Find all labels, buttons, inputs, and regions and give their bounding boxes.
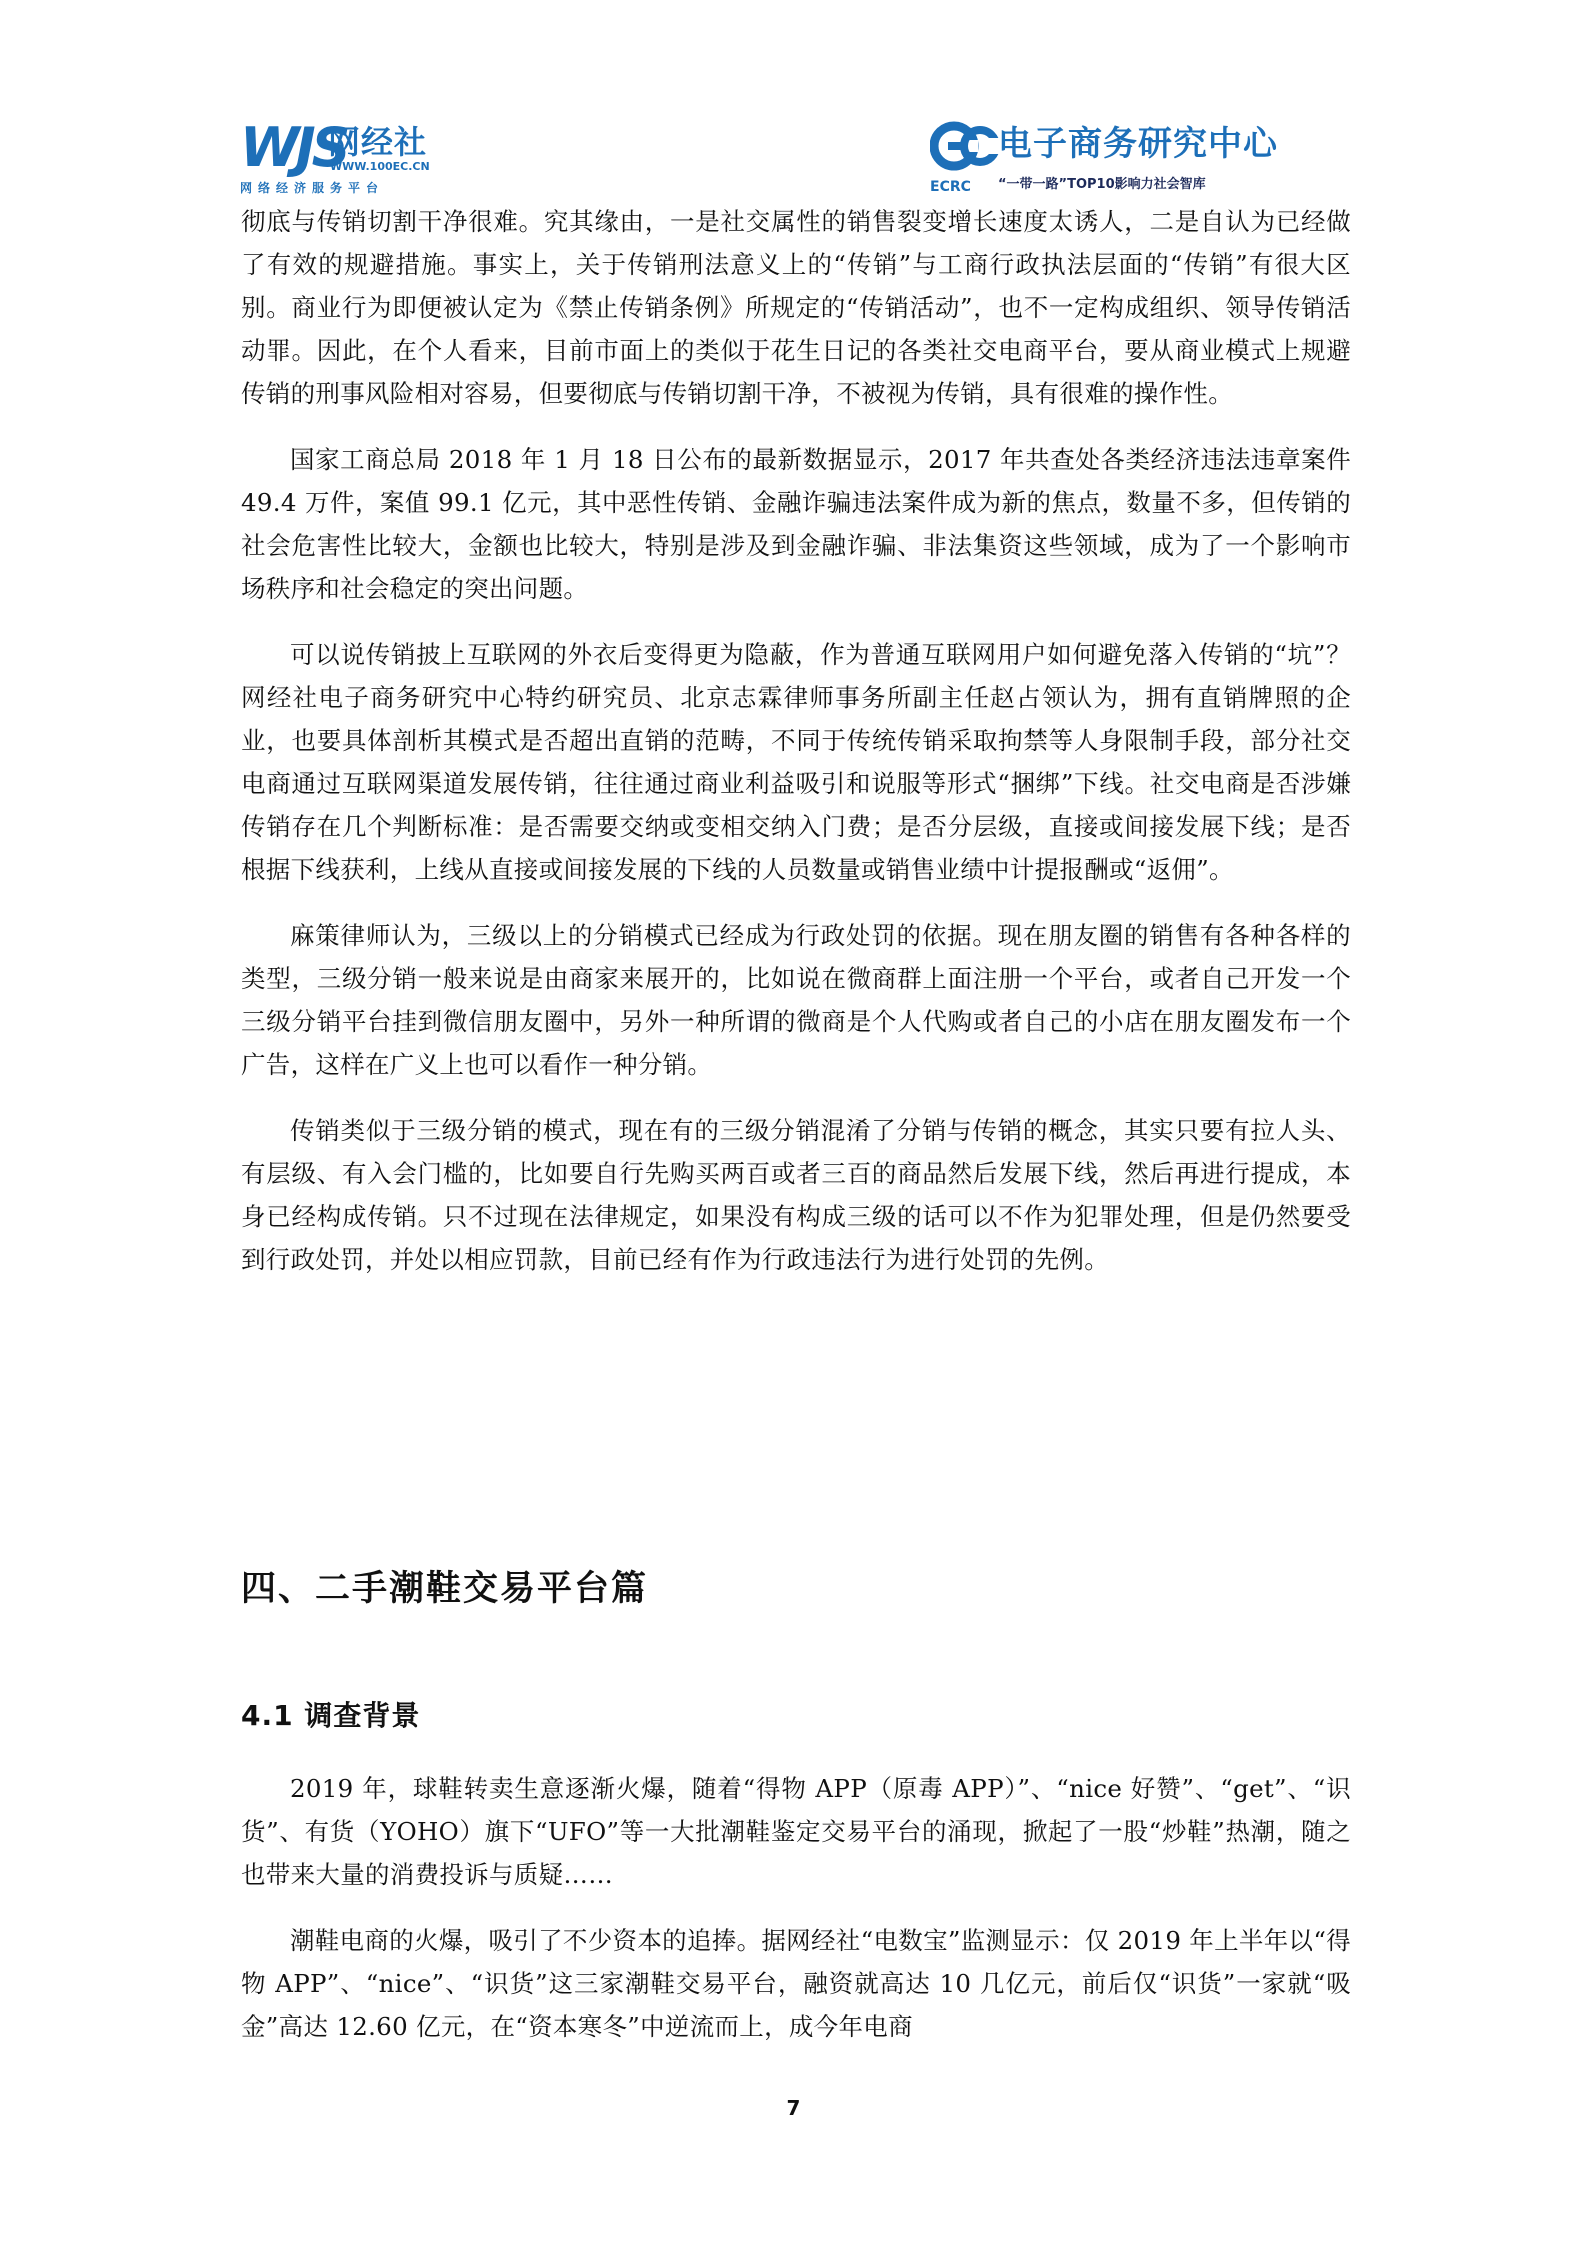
paragraph: 可以说传销披上互联网的外衣后变得更为隐蔽，作为普通互联网用户如何避免落入传销的“坑”？网经社电子商务研究中心特约研究员、北京志霖律师事务所副主任赵占领认为，拥有直销牌照的企业，也要具体剖析其模式是否超出直销的范畴，不同于传统传销采取拘禁等人身限制手段，部分社交电商通过互联网渠道发展传销，往往通过商业利益吸引和说服等形式“捆绑”下线。社交电商是否涉嫌传销存在几个判断标准：是否需要交纳或变相交纳入门费；是否分层级，直接或间接发展下线；是否根据下线获利，上线从直接或间接发展的下线的人员数量或销售业绩中计提报酬或“返佣”。 (241, 640, 1351, 884)
ecrc-logo-abbr: ECRC (930, 179, 971, 195)
ecrc-logo (930, 118, 1350, 198)
body-text (241, 200, 1351, 1304)
ecrc-logo-name: 电子商务研究中心 (998, 124, 1278, 164)
wjs-logo (240, 118, 540, 198)
wjs-logo-url: WWW.100EC.CN (330, 160, 430, 173)
section-body-text (241, 1767, 1351, 2071)
wjs-logo-slogan: 网络经济服务平台 (240, 181, 385, 195)
subsection-heading: 4.1 调查背景 (241, 1699, 421, 1732)
paragraph: 国家工商总局 2018 年 1 月 18 日公布的最新数据显示，2017 年共查处各类经济违法违章案件 49.4 万件，案值 99.1 亿元，其中恶性传销、金融诈骗违法案件成为新的焦点，数量不多，但传销的社会危害性比较大，金额也比较大，特别是涉及到金融诈骗、非法集资这些领域，成为了一个影响市场秩序和社会稳定的突出问题。 (241, 445, 1351, 603)
paragraph: 麻策律师认为，三级以上的分销模式已经成为行政处罚的依据。现在朋友圈的销售有各种各样的类型，三级分销一般来说是由商家来展开的，比如说在微商群上面注册一个平台，或者自己开发一个三级分销平台挂到微信朋友圈中，另外一种所谓的微商是个人代购或者自己的小店在朋友圈发布一个广告，这样在广义上也可以看作一种分销。 (241, 921, 1351, 1079)
wjs-logo-name: 网经社 (328, 123, 428, 161)
paragraph: 传销类似于三级分销的模式，现在有的三级分销混淆了分销与传销的概念，其实只要有拉人头、有层级、有入会门槛的，比如要自行先购买两百或者三百的商品然后发展下线，然后再进行提成，本身已经构成传销。只不过现在法律规定，如果没有构成三级的话可以不作为犯罪处理，但是仍然要受到行政处罚，并处以相应罚款，目前已经有作为行政违法行为进行处罚的先例。 (241, 1116, 1351, 1274)
paragraph: 彻底与传销切割干净很难。究其缘由，一是社交属性的销售裂变增长速度太诱人，二是自认为已经做了有效的规避措施。事实上，关于传销刑法意义上的“传销”与工商行政执法层面的“传销”有很大区别。商业行为即便被认定为《禁止传销条例》所规定的“传销活动”，也不一定构成组织、领导传销活动罪。因此，在个人看来，目前市面上的类似于花生日记的各类社交电商平台，要从商业模式上规避传销的刑事风险相对容易，但要彻底与传销切割干净，不被视为传销，具有很难的操作性。 (241, 207, 1351, 408)
ecrc-logo-icon (930, 118, 1000, 178)
wjs-logo-mark: WJS (240, 116, 347, 179)
ecrc-logo-slogan: “一带一路”TOP10影响力社会智库 (998, 177, 1206, 192)
page-header (240, 118, 1350, 198)
page-number: 7 (786, 2096, 801, 2120)
section-heading: 四、二手潮鞋交易平台篇 (241, 1569, 649, 1609)
paragraph: 2019 年，球鞋转卖生意逐渐火爆，随着“得物 APP（原毒 APP）”、“nice 好赞”、“get”、“识货”、有货（YOHO）旗下“UFO”等一大批潮鞋鉴定交易平台的涌现，掀起了一股“炒鞋”热潮，随之也带来大量的消费投诉与质疑…… (241, 1774, 1351, 1889)
paragraph: 潮鞋电商的火爆，吸引了不少资本的追捧。据网经社“电数宝”监测显示：仅 2019 年上半年以“得物 APP”、“nice”、“识货”这三家潮鞋交易平台，融资就高达 10 几亿元，前后仅“识货”一家就“吸金”高达 12.60 亿元，在“资本寒冬”中逆流而上，成今年电商 (241, 1926, 1351, 2041)
